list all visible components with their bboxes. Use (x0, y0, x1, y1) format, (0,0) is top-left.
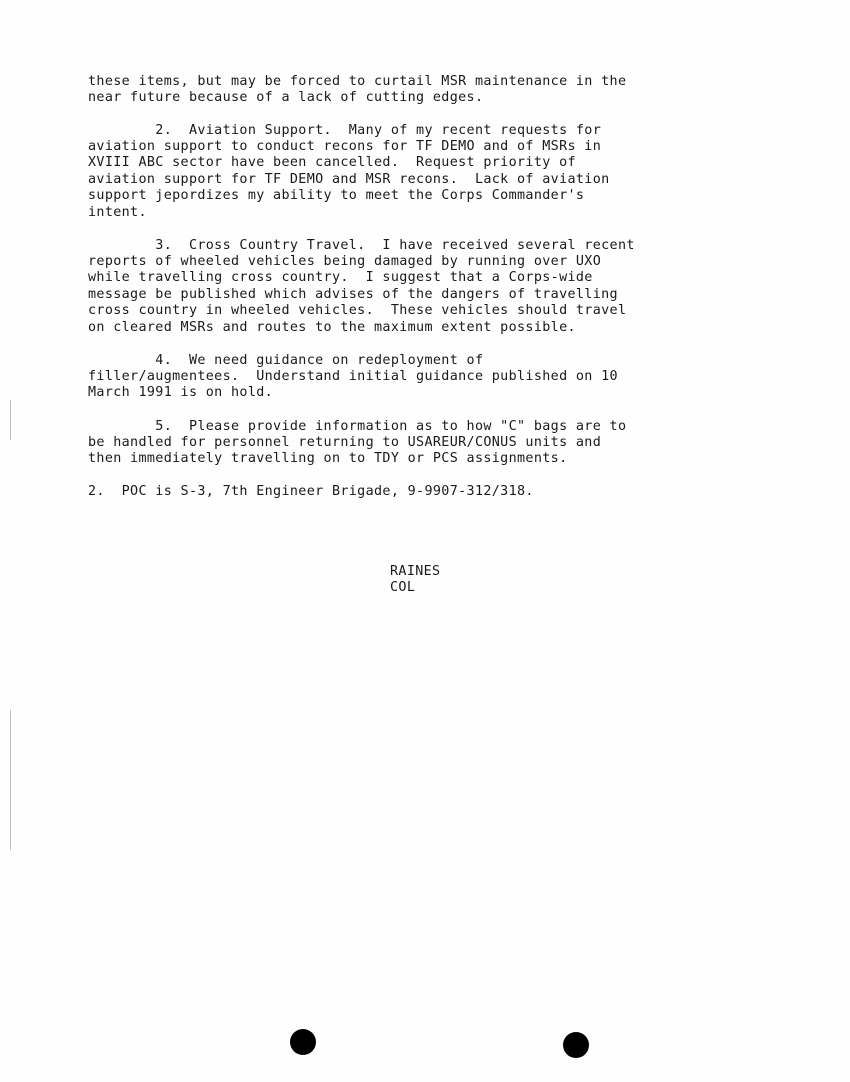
body-line: on cleared MSRs and routes to the maximum extent possible. (88, 320, 576, 335)
body-line: intent. (88, 205, 147, 220)
body-line: near future because of a lack of cutting edges. (88, 90, 484, 105)
scan-artifact (10, 400, 11, 440)
signature-name: RAINES (390, 564, 441, 579)
body-line: filler/augmentees. Understand initial guidance published on 10 (88, 369, 618, 384)
body-line: XVIII ABC sector have been cancelled. Request priority of (88, 155, 576, 170)
body-line: reports of wheeled vehicles being damaged by running over UXO (88, 254, 602, 269)
body-line: aviation support to conduct recons for TF DEMO and of MSRs in (88, 139, 602, 154)
body-line: these items, but may be forced to curtail MSR maintenance in the (88, 74, 627, 89)
body-line: 2. Aviation Support. Many of my recent requests for (88, 123, 602, 138)
body-line: then immediately travelling on to TDY or PCS assignments. (88, 451, 568, 466)
body-line: support jepordizes my ability to meet the Corps Commander's (88, 188, 585, 203)
punch-hole-left (290, 1029, 316, 1055)
body-line: while travelling cross country. I suggest that a Corps-wide (88, 270, 593, 285)
body-line: message be published which advises of the dangers of travelling (88, 287, 618, 302)
signature-rank: COL (390, 580, 416, 595)
body-line: March 1991 is on hold. (88, 385, 274, 400)
punch-hole-right (563, 1032, 589, 1058)
body-line: 4. We need guidance on redeployment of (88, 353, 484, 368)
body-line: aviation support for TF DEMO and MSR recons. Lack of aviation (88, 172, 610, 187)
body-line: be handled for personnel returning to USAREUR/CONUS units and (88, 435, 602, 450)
body-line: cross country in wheeled vehicles. These vehicles should travel (88, 303, 627, 318)
body-line: 5. Please provide information as to how "C" bags are to (88, 419, 627, 434)
poc-line: 2. POC is S-3, 7th Engineer Brigade, 9-9907-312/318. (88, 484, 534, 499)
scan-artifact (10, 710, 11, 850)
body-line: 3. Cross Country Travel. I have received several recent (88, 238, 635, 253)
